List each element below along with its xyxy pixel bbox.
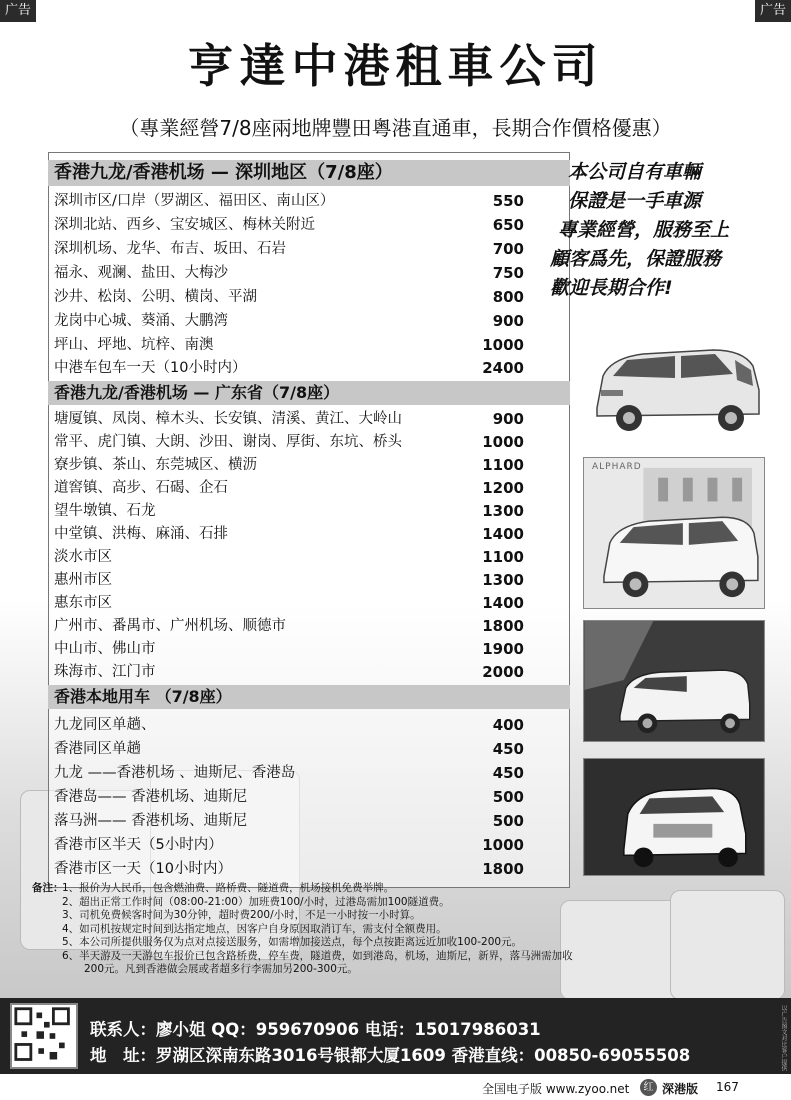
contact-person-line: 联系人：廖小姐 QQ：959670906 电话：15017986031 [90,1020,541,1039]
table-row [54,523,524,545]
route-name: 香港同区单趟 [54,741,141,757]
notes-list [62,882,722,977]
route-name: 九龙 ——香港机场 、迪斯尼、香港岛 [54,765,296,781]
minivan-illustration [584,621,764,741]
route-name: 深圳北站、西乡、宝安城区、梅林关附近 [54,217,315,233]
route-name: 望牛墩镇、石龙 [54,503,156,519]
table-row [54,431,524,453]
page-number: 167 [716,1080,739,1094]
route-price: 650 [492,216,524,234]
table-row [54,408,524,430]
table-row [54,592,524,614]
route-name: 寮步镇、茶山、东莞城区、横沥 [54,457,257,473]
ad-tag-left: 广告 [0,0,36,22]
route-price: 550 [492,192,524,210]
table-row [54,738,524,760]
route-price: 400 [492,716,524,734]
table-row [54,310,524,332]
route-price: 800 [492,288,524,306]
route-price: 900 [492,312,524,330]
table-row [54,334,524,356]
route-price: 450 [492,740,524,758]
table-row [54,238,524,260]
table-row [54,615,524,637]
route-price: 500 [492,788,524,806]
slogan-line: 歡迎長期合作! [550,277,673,299]
qr-code-icon [12,1005,76,1067]
route-name: 中山市、佛山市 [54,641,156,657]
ad-tag-right: 广告 [755,0,791,22]
route-price: 1800 [482,860,524,878]
route-price: 1400 [482,525,524,543]
route-name: 坪山、坪地、坑梓、南澳 [54,337,214,353]
route-name: 淡水市区 [54,549,112,565]
contact-address-line: 地 址：罗湖区深南东路3016号银都大厦1609 香港直线：00850-69055508 [90,1046,691,1065]
qr-code [10,1003,78,1069]
route-price: 750 [492,264,524,282]
route-price: 1900 [482,640,524,658]
route-name: 深圳市区/口岸（罗湖区、福田区、南山区） [54,193,335,209]
table-row [54,262,524,284]
note-item: 3、司机免费候客时间为30分钟，超时费200/小时，不足一小时按一小时算。 [62,909,421,921]
route-name: 惠东市区 [54,595,112,611]
route-name: 中港车包车一天（10小时内） [54,360,247,376]
note-item: 5、本公司所提供服务仅为点对点接送服务，如需增加接送点，每个点按距离远近加收100-200元。 [62,936,523,948]
route-name: 落马洲—— 香港机场、迪斯尼 [54,813,248,829]
route-price: 2400 [482,359,524,377]
car-photo [583,620,765,742]
route-price: 500 [492,812,524,830]
route-name: 道窖镇、高步、石碣、企石 [54,480,228,496]
note-item: 1、报价为人民币，包含燃油费、路桥费、隧道费，机场接机免费举牌。 [62,882,395,894]
minivan-illustration [584,458,764,608]
table-row [54,638,524,660]
table-row [54,834,524,856]
route-name: 龙岗中心城、葵涌、大鹏湾 [54,313,228,329]
footer-website: 全国电子版 www.zyoo.net [482,1082,630,1096]
section-header-guangdong: 香港九龙/香港机场 — 广东省（7/8座） [48,381,570,405]
route-name: 福永、观澜、盐田、大梅沙 [54,265,228,281]
route-name: 中堂镇、洪梅、麻涌、石排 [54,526,228,542]
route-price: 1800 [482,617,524,635]
route-name: 广州市、番禺市、广州机场、顺德市 [54,618,286,634]
table-row [54,190,524,212]
footer-edition: 深港版 [662,1082,699,1096]
table-row [54,661,524,683]
note-item: 6、半天游及一天游包车报价已包含路桥费，停车费，隧道费，如到港岛，机场，迪斯尼，新界，落马洲需加收 [62,949,573,962]
route-name: 常平、虎门镇、大朗、沙田、谢岗、厚街、东坑、桥头 [54,434,402,450]
note-item: 200元。凡到香港做会展或者超多行李需加另200-300元。 [84,963,358,975]
route-name: 沙井、松岗、公明、横岗、平湖 [54,289,257,305]
route-price: 1300 [482,571,524,589]
route-name: 九龙同区单趟、 [54,717,156,733]
note-item: 2、超出正常工作时间（08:00-21:00）加班费100/小时，过港岛需加100隧道费。 [62,895,450,908]
route-name: 深圳机场、龙华、布吉、坂田、石岩 [54,241,286,257]
car-photo [583,330,768,442]
car-photo [583,457,765,609]
table-row [54,714,524,736]
table-row [54,477,524,499]
publisher-logo-icon: 红 [640,1079,657,1096]
route-price: 1400 [482,594,524,612]
company-subtitle: （專業經營7/8座兩地牌豐田粵港直通車，長期合作價格優惠） [119,116,672,140]
table-row [54,810,524,832]
route-price: 450 [492,764,524,782]
route-name: 珠海市、江门市 [54,664,156,680]
route-name: 塘厦镇、凤岗、樟木头、长安镇、清溪、黄江、大岭山 [54,411,402,427]
slogan-line: 顧客爲先，保證服務 [550,248,722,270]
route-price: 900 [492,410,524,428]
table-row [54,357,524,379]
route-price: 700 [492,240,524,258]
car-model-label: ALPHARD [592,462,642,472]
table-row [54,286,524,308]
car-photo [583,758,765,876]
slogan-line: 保證是一手車源 [568,190,702,212]
route-price: 1100 [482,456,524,474]
route-price: 1200 [482,479,524,497]
route-name: 香港市区半天（5小时内） [54,837,223,853]
table-row [54,454,524,476]
route-name: 惠州市区 [54,572,112,588]
route-price: 2000 [482,663,524,681]
table-row [54,546,524,568]
company-title: 亨達中港租車公司 [187,39,604,93]
slogan-line: 專業經營，服務至上 [558,219,730,241]
route-price: 1000 [482,836,524,854]
minivan-illustration [584,759,764,875]
section-header-hongkong-local: 香港本地用车 （7/8座） [48,685,570,709]
notes-label: 备注： [32,882,64,894]
table-row [54,500,524,522]
table-row [54,569,524,591]
route-price: 1000 [482,433,524,451]
route-name: 香港市区一天（10小时内） [54,861,232,877]
table-row [54,786,524,808]
route-price: 1300 [482,502,524,520]
slogan-line: 本公司自有車輛 [568,161,702,183]
side-disclaimer: 以广告图文对比客户提供 [780,1005,787,1071]
route-price: 1100 [482,548,524,566]
route-price: 1000 [482,336,524,354]
minivan-illustration [583,330,768,442]
table-row [54,858,524,880]
route-name: 香港岛—— 香港机场、迪斯尼 [54,789,248,805]
section-header-shenzhen: 香港九龙/香港机场 — 深圳地区（7/8座） [48,160,570,186]
table-row [54,762,524,784]
company-slogan [540,158,785,303]
table-row [54,214,524,236]
note-item: 4、如司机按规定时间到达指定地点，因客户自身原因取消订车，需支付全额费用。 [62,922,447,935]
